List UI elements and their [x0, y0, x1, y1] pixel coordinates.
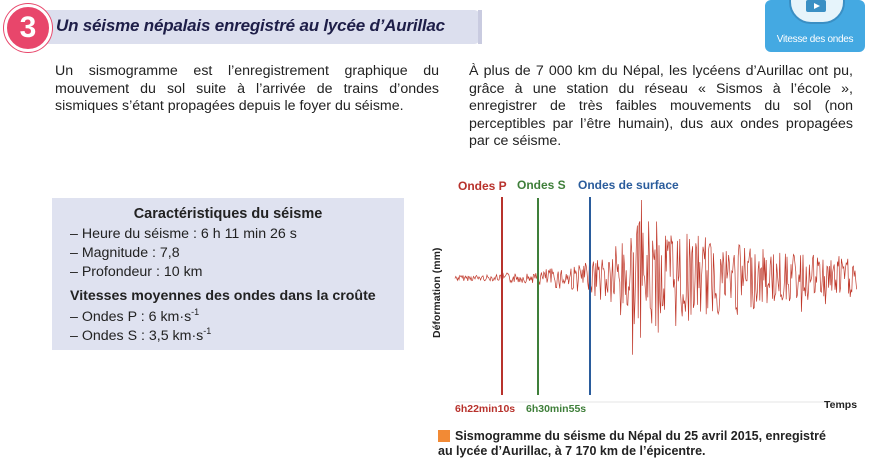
characteristic-depth: – Profondeur : 10 km: [70, 264, 203, 280]
video-label: Vitesse des ondes: [776, 34, 854, 45]
seismogram-trace: [455, 200, 857, 355]
figure-caption-line1: Sismogramme du séisme du Népal du 25 avril 2015, enregistré: [455, 429, 826, 443]
figure-caption-line2: au lycée d’Aurillac, à 7 170 km de l’épicentre.: [438, 444, 706, 458]
legend-p-waves: Ondes P: [458, 179, 507, 193]
caption-marker: [438, 430, 450, 442]
exponent-p: -1: [191, 307, 200, 317]
seismogram-svg: [425, 170, 870, 420]
video-play-icon: [789, 0, 845, 24]
speed-s-waves: – Ondes S : 3,5 $km\cdot s^{-1}$: [70, 326, 212, 344]
tick-label-s-time: 6h30min55s: [526, 403, 587, 415]
earthquake-characteristics-box: [52, 198, 404, 350]
exponent-s: -1: [203, 326, 212, 336]
intro-paragraph-right: À plus de 7 000 km du Népal, les lycéens d’Aurillac ont pu, grâce à une station du réseau « Sismos à l’école », enregistrer de très faibles mouvements du sol (non perceptibles par l’être humain), dus aux ondes propagées par ce séisme.: [469, 63, 853, 149]
section-header: [0, 4, 470, 48]
speeds-title: Vitesses moyennes des ondes dans la croûte: [70, 288, 376, 304]
characteristic-magnitude: – Magnitude : 7,8: [70, 245, 180, 261]
legend-surface-waves: Ondes de surface: [578, 178, 679, 192]
section-title: Un séisme népalais enregistré au lycée d’Aurillac: [56, 16, 445, 35]
tick-label-p-time: 6h22min10s: [455, 403, 516, 415]
legend-s-waves: Ondes S: [517, 178, 566, 192]
video-button[interactable]: [765, 0, 865, 52]
characteristic-time: – Heure du séisme : 6 h 11 min 26 s: [70, 226, 297, 242]
x-axis-label: Temps: [824, 399, 858, 411]
characteristics-title: Caractéristiques du séisme: [133, 206, 323, 222]
section-number-badge: 3: [4, 4, 52, 52]
y-axis-label: Déformation (mm): [431, 247, 443, 338]
seismogram-chart: [425, 170, 870, 420]
speed-p-waves: – Ondes P : 6 $km\cdot s^{-1}$: [70, 307, 200, 325]
intro-paragraph-left: Un sismogramme est l’enregistrement graphique du mouvement du sol suite à l’arrivée de trains d’ondes sismiques s’étant propagées depuis le foyer du séisme.: [55, 63, 439, 114]
